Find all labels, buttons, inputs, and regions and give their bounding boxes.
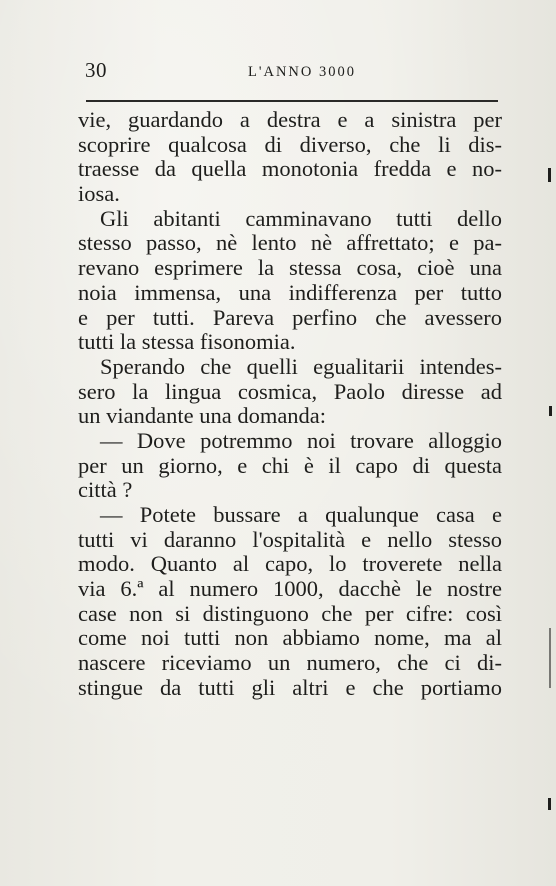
text-line: stingue da tutti gli altri e che portiamo bbox=[78, 674, 502, 700]
text-line: case non si distinguono che per cifre: così bbox=[78, 600, 502, 626]
text-line: scoprire qualcosa di diverso, che li dis- bbox=[78, 131, 502, 157]
text-line: per un giorno, e chi è il capo di questa bbox=[78, 452, 502, 478]
text-line: tutti la stessa fisonomia. bbox=[78, 329, 296, 355]
header-rule bbox=[86, 100, 498, 102]
scan-speck bbox=[548, 798, 551, 810]
text-line: sero la lingua cosmica, Paolo diresse ad bbox=[78, 378, 502, 404]
page-number: 30 bbox=[85, 58, 107, 82]
text-line: — Potete bussare a qualunque casa e bbox=[100, 502, 502, 527]
scan-speck bbox=[549, 406, 552, 416]
text-line: — Dove potremmo noi trovare alloggio bbox=[100, 427, 502, 453]
text-line: iosa. bbox=[78, 181, 120, 207]
text-line: come noi tutti non abbiamo nome, ma al bbox=[78, 625, 502, 651]
scan-speck bbox=[549, 628, 551, 688]
paragraph bbox=[78, 207, 502, 355]
text-line: modo. Quanto al capo, lo troverete nella bbox=[78, 551, 502, 577]
text-line: via 6.ª al numero 1000, dacchè le nostre bbox=[78, 576, 502, 602]
text-line: tutti vi daranno l'ospitalità e nello stesso bbox=[78, 526, 502, 552]
paragraph bbox=[78, 108, 502, 207]
text-line: Gli abitanti camminavano tutti dello bbox=[100, 205, 502, 231]
text-line: un viandante una domanda: bbox=[78, 403, 327, 429]
text-line: vie, guardando a destra e a sinistra per bbox=[78, 107, 502, 132]
text-line: Sperando che quelli egualitarii intendes- bbox=[100, 353, 502, 379]
text-line: revano esprimere la stessa cosa, cioè una bbox=[78, 255, 502, 281]
running-head: L'ANNO 3000 bbox=[248, 64, 356, 80]
text-line: città ? bbox=[78, 477, 133, 503]
paragraph bbox=[78, 429, 502, 503]
scan-speck bbox=[548, 168, 551, 182]
text-line: noia immensa, una indifferenza per tutto bbox=[78, 279, 502, 305]
body-text bbox=[78, 108, 502, 701]
page-header bbox=[78, 58, 498, 98]
text-line: stesso passo, nè lento nè affrettato; e pa- bbox=[78, 230, 502, 256]
text-line: e per tutti. Pareva perfino che avessero bbox=[78, 304, 502, 330]
text-line: nascere riceviamo un numero, che ci di- bbox=[78, 650, 502, 676]
paragraph bbox=[78, 355, 502, 429]
text-line: traesse da quella monotonia fredda e no- bbox=[78, 156, 502, 182]
paragraph bbox=[78, 503, 502, 701]
